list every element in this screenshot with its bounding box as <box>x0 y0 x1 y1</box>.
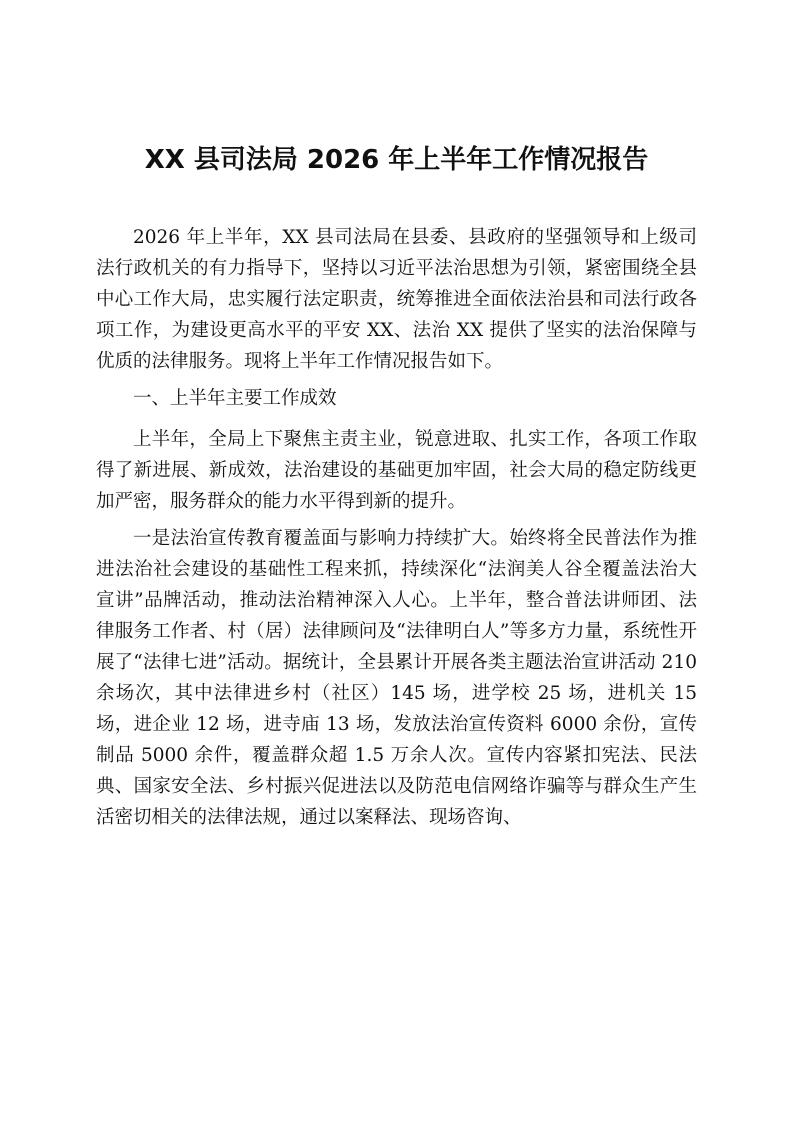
section-heading: 一、上半年主要工作成效 <box>133 388 337 409</box>
legal-education-paragraph: 一是法治宣传教育覆盖面与影响力持续扩大。始终将全民普法作为推进法治社会建设的基础性工程来抓，持续深化“法润美人谷全覆盖法治大宣讲”品牌活动，推动法治精神深入人心。上半年，整合普法讲师团、法律服务工作者、村（居）法律顾问及“法律明白人”等多方力量，系统性开展了“法律七进”活动。据统计，全县累计开展各类主题法治宣讲活动 210 余场次，其中法律进乡村（社区）145 场，进学校 25 场，进机关 15 场，进企业 12 场，进寺庙 13 场，发放法治宣传资料 6000 余份，宣传制品 5000 余件，覆盖群众超 1.5 万余人次。宣传内容紧扣宪法、民法典、国家安全法、乡村振兴促进法以及防范电信网络诈骗等与群众生产生活密切相关的法律法规，通过以案释法、现场咨询、 <box>96 528 697 828</box>
intro-paragraph: 2026 年上半年，XX 县司法局在县委、县政府的坚强领导和上级司法行政机关的有力指导下，坚持以习近平法治思想为引领，紧密围绕全县中心工作大局，忠实履行法定职责，统筹推进全面依法治县和司法行政各项工作，为建设更高水平的平安 XX、法治 XX 提供了坚实的法治保障与优质的法律服务。现将上半年工作情况报告如下。 <box>96 227 697 372</box>
summary-paragraph: 上半年，全局上下聚焦主责主业，锐意进取、扎实工作，各项工作取得了新进展、新成效，法治建设的基础更加牢固，社会大局的稳定防线更加严密，服务群众的能力水平得到新的提升。 <box>96 429 697 512</box>
document-body <box>96 222 697 839</box>
document-title: XX 县司法局 2026 年上半年工作情况报告 <box>144 145 649 175</box>
